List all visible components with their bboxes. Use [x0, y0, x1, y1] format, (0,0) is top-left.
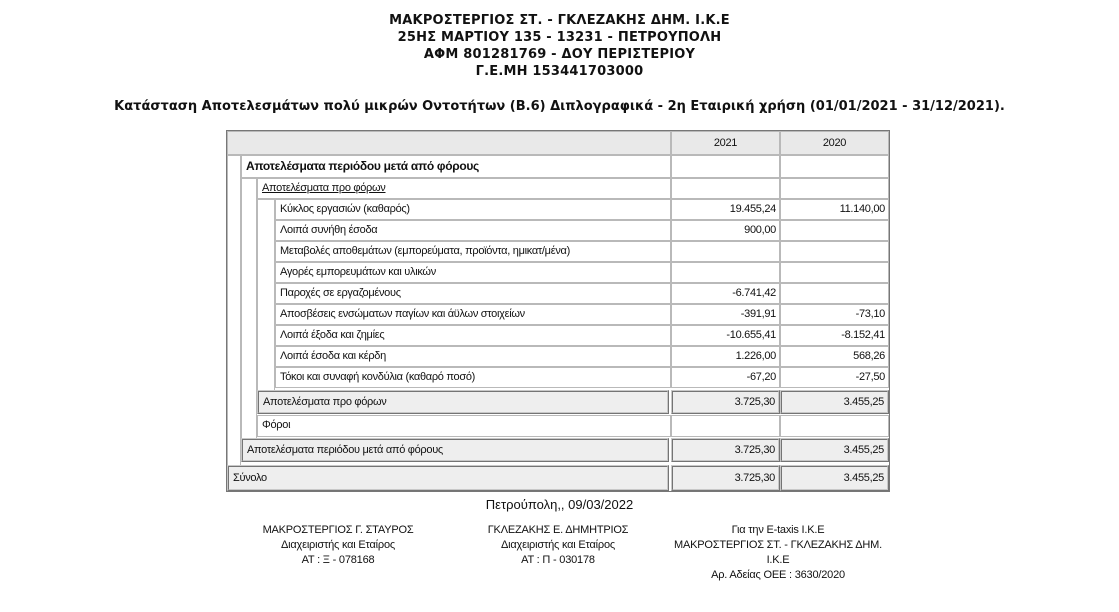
row-label: Αγορές εμπορευμάτων και υλικών — [275, 262, 671, 283]
grand-total-label: Σύνολο — [227, 465, 669, 491]
signature-block-accountant — [668, 523, 888, 583]
row-value-2020: 568,26 — [780, 346, 889, 367]
grand-total-2021: 3.725,30 — [671, 465, 780, 491]
accountant-license: Αρ. Αδείας ΟΕΕ : 3630/2020 — [711, 569, 845, 581]
indent-guide — [257, 199, 275, 392]
aftertax-total-2021: 3.725,30 — [671, 438, 780, 462]
column-header-2020: 2020 — [780, 131, 889, 155]
row-label: Παροχές σε εργαζομένους — [275, 283, 671, 304]
row-value-2020: -8.152,41 — [780, 325, 889, 346]
indent-guide — [241, 178, 257, 439]
pretax-total-2020: 3.455,25 — [780, 390, 889, 414]
row-label: Λοιπά συνήθη έσοδα — [275, 220, 671, 241]
pretax-total-label: Αποτελέσματα προ φόρων — [257, 390, 669, 414]
income-statement-table — [226, 130, 890, 492]
aftertax-total-2020: 3.455,25 — [780, 438, 889, 462]
signature-block-2 — [468, 523, 648, 568]
signatory-role: Διαχειριστής και Εταίρος — [500, 539, 615, 551]
empty-value-cell — [671, 155, 780, 178]
row-value-2020 — [780, 262, 889, 283]
row-value-2020 — [780, 283, 889, 304]
signature-block-1 — [248, 523, 428, 568]
row-value-2021 — [671, 262, 780, 283]
signatory-role: Διαχειριστής και Εταίρος — [280, 539, 395, 551]
header-label-cell — [227, 131, 671, 155]
section-title: Αποτελέσματα περιόδου μετά από φόρους — [241, 155, 671, 178]
row-label: Κύκλος εργασιών (καθαρός) — [275, 199, 671, 220]
taxes-label: Φόροι — [257, 415, 671, 437]
empty-value-cell — [671, 178, 780, 199]
row-value-2020 — [780, 220, 889, 241]
accountant-name: ΜΑΚΡΟΣΤΕΡΓΙΟΣ ΣΤ. - ΓΚΛΕΖΑΚΗΣ ΔΗΜ. — [674, 539, 882, 551]
row-value-2020: -73,10 — [780, 304, 889, 325]
company-header — [0, 12, 1119, 80]
empty-value-cell — [780, 178, 889, 199]
row-label: Αποσβέσεις ενσώματων παγίων και άϋλων στοιχείων — [275, 304, 671, 325]
signatory-name: ΜΑΚΡΟΣΤΕΡΓΙΟΣ Γ. ΣΤΑΥΡΟΣ — [262, 524, 414, 536]
company-address: 25ΗΣ ΜΑΡΤΙΟΥ 135 - 13231 - ΠΕΤΡΟΥΠΟΛΗ — [397, 30, 722, 45]
accountant-firm: Για την E-taxis Ι.Κ.Ε — [731, 524, 825, 536]
company-tax-id: ΑΦΜ 801281769 - ΔΟΥ ΠΕΡΙΣΤΕΡΙΟΥ — [423, 47, 696, 62]
report-title: Κατάσταση Αποτελεσμάτων πολύ μικρών Οντοτήτων (Β.6) Διπλογραφικά - 2η Εταιρική χρήση (01/01/2021 - 31/12/2021). — [114, 99, 1005, 114]
empty-value-cell — [671, 415, 780, 437]
place-date: Πετρούπολη,, 09/03/2022 — [485, 497, 634, 512]
company-name: ΜΑΚΡΟΣΤΕΡΓΙΟΣ ΣΤ. - ΓΚΛΕΖΑΚΗΣ ΔΗΜ. Ι.Κ.Ε — [389, 13, 730, 28]
grand-total-2020: 3.455,25 — [780, 465, 889, 491]
pretax-total-2021: 3.725,30 — [671, 390, 780, 414]
row-value-2021 — [671, 241, 780, 262]
row-value-2021: -67,20 — [671, 367, 780, 388]
signatory-id: ΑΤ : Ξ - 078168 — [301, 554, 375, 566]
empty-value-cell — [780, 155, 889, 178]
empty-value-cell — [780, 415, 889, 437]
row-value-2021: -6.741,42 — [671, 283, 780, 304]
row-label: Λοιπά έσοδα και κέρδη — [275, 346, 671, 367]
signatory-id: ΑΤ : Π - 030178 — [521, 554, 595, 566]
row-value-2020: 11.140,00 — [780, 199, 889, 220]
row-label: Μεταβολές αποθεμάτων (εμπορεύματα, προϊόντα, ημικατ/μένα) — [275, 241, 671, 262]
signatory-name: ΓΚΛΕΖΑΚΗΣ Ε. ΔΗΜΗΤΡΙΟΣ — [487, 524, 629, 536]
column-header-2021: 2021 — [671, 131, 780, 155]
aftertax-total-label: Αποτελέσματα περιόδου μετά από φόρους — [241, 438, 669, 462]
row-value-2021: 19.455,24 — [671, 199, 780, 220]
indent-guide — [227, 155, 241, 471]
row-value-2020 — [780, 241, 889, 262]
row-value-2020: -27,50 — [780, 367, 889, 388]
row-label: Τόκοι και συναφή κονδύλια (καθαρό ποσό) — [275, 367, 671, 388]
row-value-2021: 1.226,00 — [671, 346, 780, 367]
accountant-company-type: Ι.Κ.Ε — [766, 554, 790, 566]
row-label: Λοιπά έξοδα και ζημίες — [275, 325, 671, 346]
row-value-2021: 900,00 — [671, 220, 780, 241]
row-value-2021: -391,91 — [671, 304, 780, 325]
row-value-2021: -10.655,41 — [671, 325, 780, 346]
subsection-title: Αποτελέσματα προ φόρων — [257, 178, 671, 199]
company-gemi: Γ.Ε.ΜΗ 153441703000 — [475, 64, 644, 79]
